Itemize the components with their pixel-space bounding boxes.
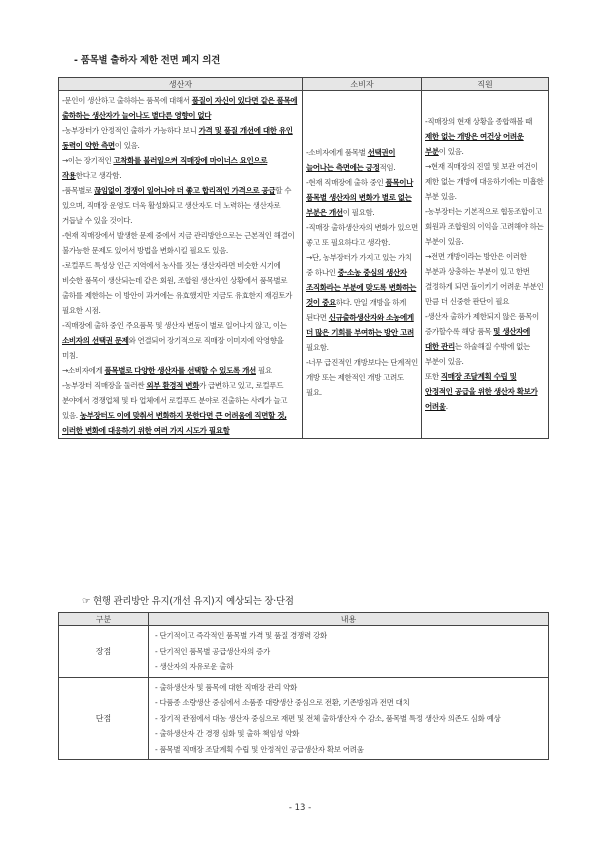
- list-item: - 출하생산자 및 품목에 대한 직매장 관리 약화: [155, 682, 298, 692]
- opinion-text: →이는 장기적인: [62, 156, 114, 165]
- list-item: - 생산자의 자유로운 출하: [155, 662, 234, 671]
- opinion-paragraph: [62, 183, 299, 228]
- opinion-text: 할 수 있으며, 직매장 운영도 더욱 활성화되고 생산자도 더 노력하는 생산자로 거듭날 수 있을 것이다.: [62, 186, 292, 225]
- emphasized-text: 품질이 자신이 있다면 같은 품목에 출하하는 생산자가 늘어나도 별다른 영향이 없다: [62, 96, 298, 120]
- opinion-text: →소비자에게: [62, 366, 105, 375]
- opinion-paragraph: [62, 378, 299, 438]
- pros-cons-table: [58, 612, 549, 760]
- list-item: - 출하생산자 간 경쟁 심화 및 출하 책임성 약화: [155, 729, 300, 738]
- cons-label: 단점: [59, 677, 149, 760]
- page-number: - 13 -: [288, 803, 312, 813]
- header-consumer: 소비자: [303, 78, 422, 91]
- cons-items: [149, 677, 549, 760]
- emphasized-text: 제한 없는 개방은 여건상 어려운 부분: [425, 132, 524, 156]
- opinion-paragraph: [62, 228, 299, 258]
- opinion-paragraph: [62, 258, 299, 318]
- opinion-paragraph: [425, 114, 545, 159]
- emphasized-text: 직매장 조달계획 수립 및 안정적인 공급을 위한 생산자 확보가 어려움: [425, 372, 538, 411]
- opinion-paragraph: [425, 369, 545, 414]
- opinion-text: -직매장의 현재 상황을 종합해볼 때: [425, 117, 533, 126]
- opinion-text: -직매장 출하생산자의 변화가 있으면 좋고 또 필요하다고 생각함.: [306, 223, 418, 247]
- opinion-text: 필요: [255, 366, 272, 375]
- pros-items: [149, 626, 549, 678]
- header-staff: 직원: [422, 78, 549, 91]
- emphasized-text: 고착화를 불러일으켜 직매장에 마이너스 요인으로 작용: [62, 156, 268, 180]
- opinion-text: -너무 급진적인 개방보다는 단계적인 개방 또는 제한적인 개방 고려도 필요.: [306, 358, 418, 397]
- opinion-text: →현재 직매장의 진열 및 보관 여건이 제한 없는 개방에 대응하기에는 미흡한 부분 있음.: [425, 162, 544, 201]
- opinion-text: 는 하술해질 수밖에 없는 부분이 있음.: [425, 342, 530, 366]
- opinion-text: 또한: [425, 372, 441, 381]
- opinion-paragraph: [425, 159, 545, 204]
- emphasized-text: 중·소농 중심의 생산자 조직화라는 부분에 맞도록 변화하는 것이 중요: [306, 268, 417, 307]
- list-item: - 품목별 직매장 조달계획 수립 및 안정적인 공급생산자 확보 어려움: [155, 744, 364, 754]
- header-category: 구분: [59, 613, 149, 626]
- pros-row: [59, 626, 549, 678]
- opinion-text: 필요함.: [306, 343, 329, 352]
- opinion-paragraph: [62, 123, 299, 153]
- opinion-paragraph: [62, 93, 299, 123]
- opinion-text: -농부장터가 안정적인 출하가 가능하다 보니: [62, 126, 199, 135]
- opinion-table-body-row: [59, 91, 549, 439]
- opinion-text: -농부장터 직매장을 둘러싼: [62, 381, 147, 390]
- opinion-paragraph: [62, 318, 299, 363]
- opinion-text: 이 있음.: [114, 141, 140, 150]
- opinion-text: -품목별로: [62, 186, 94, 195]
- header-producer: 생산자: [59, 78, 303, 91]
- emphasized-text: 소비자의 선택권 문제: [62, 336, 129, 345]
- opinion-text: -현재 직매장에서 발생한 문제 중에서 지금 관리방안으로는 근본적인 해결이 불가능한 문제도 있어서 방법을 변화시킬 필요도 있음.: [62, 231, 295, 255]
- consumer-opinions: [303, 91, 422, 439]
- opinion-paragraph: [306, 220, 418, 250]
- opinion-paragraph: [306, 145, 418, 175]
- opinion-text: -생산자 출하가 제한되지 않은 품목이 증가할수록 해당 품목: [425, 312, 539, 336]
- pros-label: 장점: [59, 626, 149, 678]
- list-item: - 단기적이고 즉각적인 품목별 가격 및 품질 경쟁력 강화: [155, 631, 327, 640]
- opinion-text: -농부장터는 기본적으로 협동조합이고 회원과 조합원의 이익을 고려해야 하는 부분이 있음.: [425, 207, 544, 246]
- opinion-text: 와 연결되어 장기적으로 직매장 이미지에 악영향을 미침.: [62, 336, 284, 360]
- opinion-text: -소비자에게 품목별: [306, 148, 368, 157]
- opinion-text: 한다고 생각함.: [75, 171, 122, 180]
- emphasized-text: 농부장터도 이에 맞춰서 변화하지 못한다면 큰 어려움에 직면할 것, 이러한 변화에 대응하기 위한 여러 가지 시도가 필요함: [62, 411, 287, 435]
- cons-row: [59, 677, 549, 760]
- opinion-table: [58, 77, 549, 439]
- emphasized-text: 선택권이 늘어나는 측면에는 긍정: [306, 148, 396, 172]
- emphasized-text: 품목별로 다양한 생산자를 선택할 수 있도록 개선: [104, 366, 256, 375]
- opinion-text: →단, 농부장터가 가지고 있는 가치 중 하나인: [306, 253, 412, 277]
- opinion-text: 적임.: [379, 163, 396, 172]
- opinion-text: -문인이 생산하고 출하하는 품목에 대해서: [62, 96, 192, 105]
- opinion-paragraph: [306, 175, 418, 220]
- opinion-text: 가 급변하고 있고, 로컬푸드 분야에서 경쟁업체 및 타 업체에서 로컬푸드 분야로 진출하는 사례가 늘고 있음.: [62, 381, 288, 420]
- opinion-text: -로컬푸드 특성상 인근 지역에서 농사를 짓는 생산자라면 비슷한 시기에 비슷한 품목이 생산되는데 같은 회원, 조합원 생산자인 상황에서 품목별로 출하를 제한하는 이 방안이 과거에는 유효했지만 지금도 유효한지 재검토가 필요한 시점.: [62, 261, 293, 315]
- opinion-text: -직매장에 출하 중인 주요품목 및 생산자 변동이 별로 일어나지 않고, 이는: [62, 321, 287, 330]
- list-item: - 장기적 관점에서 대농 생산자 중심으로 재편 및 전체 출하생산자 수 감소, 품목별 특정 생산자 의존도 심화 예상: [155, 713, 501, 723]
- opinion-paragraph: [306, 355, 418, 400]
- opinion-text: -현재 직매장에 출하 중인: [306, 178, 386, 187]
- opinion-paragraph: [425, 309, 545, 369]
- list-item: - 다품종 소량생산 중심에서 소품종 대량생산 중심으로 전환, 기존방침과 전면 대치: [155, 698, 410, 707]
- opinion-text: .: [445, 402, 448, 411]
- opinion-text: 하다. 만일 개방을 하게 된다면: [306, 298, 407, 322]
- emphasized-text: 및 생산자에 대한 관리: [425, 327, 530, 351]
- staff-opinions: [422, 91, 549, 439]
- opinion-text: 이 필요함.: [342, 208, 375, 217]
- list-item: - 단기적인 품목별 공급생산자의 증가: [155, 646, 270, 656]
- opinion-paragraph: [62, 363, 299, 378]
- section-title-pros-cons: ☞ 현행 관리방안 유지(개선 유지)지 예상되는 장·단점: [82, 596, 294, 607]
- opinion-text: 이 있음.: [438, 147, 464, 156]
- opinion-paragraph: [425, 249, 545, 309]
- pros-cons-header-row: [59, 613, 549, 626]
- emphasized-text: 품목이나 품목별 생산자의 변화가 별로 없는 부분은 개선: [306, 178, 414, 217]
- emphasized-text: 신규출하생산자와 소농에게 더 많은 기회를 부여하는 방안 고려: [306, 313, 414, 337]
- opinion-text: →전면 개방이라는 방안은 이러한 부분과 상충하는 부분이 있고 한번 결정하게 되면 돌이키기 어려운 부분인 만큼 더 신중한 판단이 필요: [425, 252, 544, 306]
- emphasized-text: 끊임없이 경쟁이 일어나야 더 좋고 합리적인 가격으로 공급: [93, 186, 276, 195]
- opinion-paragraph: [62, 153, 299, 183]
- section-title: - 품목별 출하자 제한 전면 폐지 의견: [74, 55, 221, 66]
- emphasized-text: 가격 및 품질 개선에 대한 유인 동력이 약한 측면: [62, 126, 293, 150]
- opinion-paragraph: [306, 250, 418, 355]
- opinion-paragraph: [425, 204, 545, 249]
- producer-opinions: [59, 91, 303, 439]
- opinion-table-header-row: [59, 78, 549, 91]
- emphasized-text: 외부 환경적 변화: [146, 381, 200, 390]
- header-content: 내용: [149, 613, 549, 626]
